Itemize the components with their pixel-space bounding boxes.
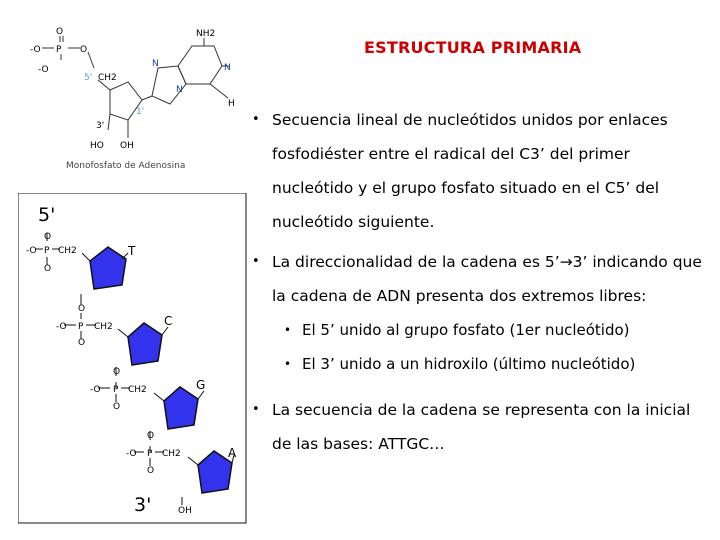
strand-o-2b: O bbox=[78, 338, 86, 348]
strand-ch2-3: CH2 bbox=[128, 385, 147, 395]
base-g: G bbox=[196, 378, 206, 392]
slide-title: ESTRUCTURA PRIMARIA bbox=[364, 38, 582, 57]
base-c: C bbox=[164, 314, 173, 328]
amp-n1: N bbox=[152, 59, 159, 69]
amp-h: H bbox=[228, 99, 235, 109]
strand-p-3: P bbox=[113, 385, 119, 395]
amp-nh2: NH2 bbox=[196, 29, 216, 39]
strand-p-4: P bbox=[147, 449, 153, 459]
strand-oh: OH bbox=[178, 506, 192, 516]
strand-ch2-1: CH2 bbox=[58, 246, 77, 256]
strand-o-3b: O bbox=[113, 402, 121, 412]
dna-strand-diagram bbox=[18, 193, 248, 525]
base-t: T bbox=[128, 244, 136, 258]
strand-minus-o-4: -O bbox=[126, 449, 137, 459]
strand-label-5: 5' bbox=[38, 204, 56, 226]
strand-label-3: 3' bbox=[134, 494, 152, 516]
strand-o-4: O bbox=[147, 431, 155, 441]
strand-p-2: P bbox=[78, 322, 84, 332]
amp-oh: OH bbox=[120, 141, 134, 151]
amp-minus-o-bottom: -O bbox=[38, 65, 49, 75]
strand-o-1: O bbox=[44, 232, 52, 242]
sub-bullet-item-1: • El 5’ unido al grupo fosfato (1er nucleótido) bbox=[252, 313, 707, 347]
strand-minus-o-2: -O bbox=[56, 322, 67, 332]
strand-minus-o-1: -O bbox=[26, 246, 37, 256]
amp-pos3: 3' bbox=[96, 121, 105, 131]
amp-n3: N bbox=[176, 85, 183, 95]
bullet-item-3: • La secuencia de la cadena se representa con la inicial de las bases: ATTGC… bbox=[252, 393, 707, 461]
strand-o-4b: O bbox=[147, 466, 155, 476]
amp-o-right: O bbox=[80, 45, 88, 55]
strand-p-1: P bbox=[44, 246, 50, 256]
strand-o-2: O bbox=[78, 304, 86, 314]
amp-ch2: CH2 bbox=[98, 73, 117, 83]
amp-n2: N bbox=[224, 63, 231, 73]
strand-minus-o-3: -O bbox=[90, 385, 101, 395]
sub-bullet-item-2: • El 3’ unido a un hidroxilo (último nucleótido) bbox=[252, 347, 707, 381]
amp-structure-diagram bbox=[28, 18, 243, 173]
amp-minus-o-left: -O bbox=[30, 45, 41, 55]
amp-o-top: O bbox=[56, 27, 64, 37]
amp-pos5: 5' bbox=[84, 73, 93, 83]
bullet-item-1: • Secuencia lineal de nucleótidos unidos por enlaces fosfodiéster entre el radical del C3’ del primer nucleótido y el grupo fosfato situado en el C5’ del nucleótido siguiente. bbox=[252, 103, 707, 239]
amp-caption: Monofosfato de Adenosina bbox=[66, 161, 186, 171]
strand-ch2-2: CH2 bbox=[94, 322, 113, 332]
base-a: A bbox=[228, 446, 237, 460]
strand-o-1b: O bbox=[44, 264, 52, 274]
amp-pos1: 1' bbox=[136, 107, 145, 117]
bullet-item-2: • La direccionalidad de la cadena es 5’→3’ indicando que la cadena de ADN presenta dos extremos libres: bbox=[252, 245, 707, 313]
strand-ch2-4: CH2 bbox=[162, 449, 181, 459]
strand-o-3: O bbox=[113, 367, 121, 377]
amp-ho: HO bbox=[90, 141, 104, 151]
bullet-list bbox=[252, 103, 707, 461]
amp-p: P bbox=[56, 45, 62, 55]
